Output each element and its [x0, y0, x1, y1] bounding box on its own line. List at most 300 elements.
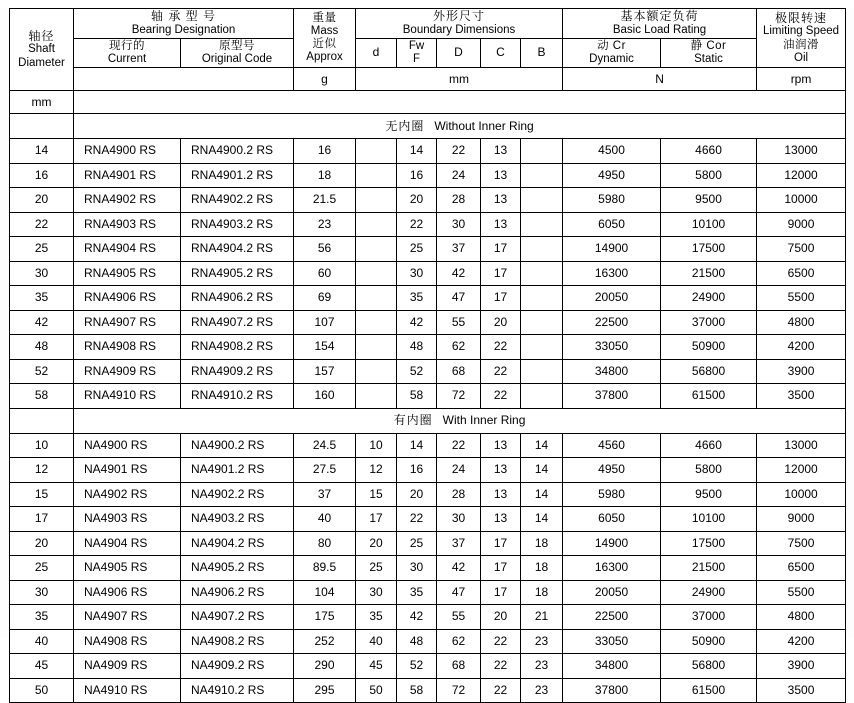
cell-original-code: RNA4903.2 RS — [181, 212, 294, 237]
cell-mass: 69 — [294, 286, 356, 311]
cell-original-code: RNA4909.2 RS — [181, 359, 294, 384]
cell-mass: 18 — [294, 163, 356, 188]
cell-mass: 21.5 — [294, 188, 356, 213]
cell-dim-C: 17 — [481, 531, 521, 556]
table-row — [10, 531, 846, 556]
cell-dim-C: 17 — [481, 286, 521, 311]
cell-dim-d: 15 — [356, 482, 397, 507]
cell-dim-fw: 14 — [397, 433, 437, 458]
cell-dim-B — [521, 384, 563, 409]
section-title — [74, 114, 846, 139]
cell-shaft-diameter: 20 — [10, 188, 74, 213]
header-dynamic-cn: 动 Cr — [597, 40, 626, 53]
cell-dim-B: 23 — [521, 678, 563, 703]
header-mass-en1: Mass — [310, 25, 339, 37]
cell-dim-C: 13 — [481, 433, 521, 458]
cell-dim-d — [356, 163, 397, 188]
cell-dim-B: 14 — [521, 507, 563, 532]
cell-dim-fw: 58 — [397, 384, 437, 409]
cell-limiting-speed: 3500 — [757, 384, 846, 409]
unit-boundary: mm — [356, 68, 563, 91]
table-body — [10, 114, 846, 703]
cell-limiting-speed: 4200 — [757, 335, 846, 360]
cell-current-code: RNA4904 RS — [74, 237, 181, 262]
cell-dim-D: 47 — [437, 286, 481, 311]
table-row — [10, 507, 846, 532]
section-title-en: With Inner Ring — [442, 413, 526, 428]
cell-current-code: RNA4906 RS — [74, 286, 181, 311]
cell-dim-C: 13 — [481, 188, 521, 213]
cell-dim-D: 62 — [437, 629, 481, 654]
header-static — [661, 39, 757, 68]
cell-dim-fw: 25 — [397, 531, 437, 556]
cell-limiting-speed: 4800 — [757, 310, 846, 335]
cell-static-cor: 61500 — [661, 678, 757, 703]
header-original-cn: 原型号 — [219, 40, 255, 53]
cell-static-cor: 9500 — [661, 482, 757, 507]
cell-mass: 295 — [294, 678, 356, 703]
header-shaft-en2: Diameter — [18, 56, 65, 69]
header-dim-fw-line2: F — [413, 53, 421, 66]
cell-static-cor: 9500 — [661, 188, 757, 213]
cell-current-code: NA4907 RS — [74, 605, 181, 630]
cell-dynamic-cr: 6050 — [563, 507, 661, 532]
cell-static-cor: 10100 — [661, 212, 757, 237]
cell-dim-C: 13 — [481, 458, 521, 483]
cell-shaft-diameter: 25 — [10, 556, 74, 581]
cell-dim-C: 22 — [481, 335, 521, 360]
cell-mass: 157 — [294, 359, 356, 384]
header-speed-en: Limiting Speed — [762, 25, 840, 38]
cell-current-code: RNA4905 RS — [74, 261, 181, 286]
cell-dim-B — [521, 261, 563, 286]
cell-shaft-diameter: 40 — [10, 629, 74, 654]
unit-row-blank — [74, 91, 846, 114]
cell-dim-B: 23 — [521, 629, 563, 654]
cell-dim-fw: 30 — [397, 556, 437, 581]
cell-dim-fw: 16 — [397, 458, 437, 483]
cell-shaft-diameter: 16 — [10, 163, 74, 188]
cell-dim-B — [521, 286, 563, 311]
cell-original-code: RNA4904.2 RS — [181, 237, 294, 262]
cell-dynamic-cr: 14900 — [563, 237, 661, 262]
cell-limiting-speed: 3900 — [757, 359, 846, 384]
cell-dynamic-cr: 22500 — [563, 310, 661, 335]
cell-limiting-speed: 6500 — [757, 261, 846, 286]
cell-mass: 107 — [294, 310, 356, 335]
cell-mass: 252 — [294, 629, 356, 654]
cell-original-code: RNA4908.2 RS — [181, 335, 294, 360]
cell-dynamic-cr: 6050 — [563, 212, 661, 237]
header-static-cn: 静 Cor — [690, 40, 727, 53]
table-row — [10, 580, 846, 605]
cell-original-code: RNA4906.2 RS — [181, 286, 294, 311]
cell-dim-d — [356, 286, 397, 311]
cell-dim-d — [356, 139, 397, 164]
table-row — [10, 286, 846, 311]
cell-dim-d — [356, 335, 397, 360]
section-title — [74, 408, 846, 433]
cell-dim-fw: 52 — [397, 359, 437, 384]
unit-load: N — [563, 68, 757, 91]
cell-shaft-diameter: 15 — [10, 482, 74, 507]
cell-shaft-diameter: 52 — [10, 359, 74, 384]
cell-dim-B: 14 — [521, 458, 563, 483]
table-row — [10, 310, 846, 335]
cell-dynamic-cr: 5980 — [563, 188, 661, 213]
cell-shaft-diameter: 42 — [10, 310, 74, 335]
cell-original-code: RNA4900.2 RS — [181, 139, 294, 164]
header-designation-cn: 轴 承 型 号 — [151, 9, 217, 23]
cell-current-code: NA4901 RS — [74, 458, 181, 483]
header-mass-cn: 重量 — [312, 11, 337, 24]
cell-dim-C: 22 — [481, 629, 521, 654]
section-blank-cell — [10, 114, 74, 139]
cell-dynamic-cr: 4950 — [563, 458, 661, 483]
cell-static-cor: 56800 — [661, 359, 757, 384]
cell-mass: 160 — [294, 384, 356, 409]
cell-mass: 16 — [294, 139, 356, 164]
header-mass-cn2: 近似 — [312, 38, 337, 51]
bearing-spec-sheet — [0, 8, 854, 697]
cell-static-cor: 5800 — [661, 163, 757, 188]
cell-dim-d: 12 — [356, 458, 397, 483]
cell-dynamic-cr: 4950 — [563, 163, 661, 188]
cell-original-code: NA4907.2 RS — [181, 605, 294, 630]
cell-dynamic-cr: 33050 — [563, 335, 661, 360]
cell-limiting-speed: 9000 — [757, 212, 846, 237]
cell-dim-B: 23 — [521, 654, 563, 679]
cell-static-cor: 24900 — [661, 580, 757, 605]
cell-dim-B: 18 — [521, 531, 563, 556]
cell-dim-D: 30 — [437, 212, 481, 237]
cell-dim-B: 18 — [521, 580, 563, 605]
header-designation-en: Bearing Designation — [131, 23, 236, 36]
cell-mass: 40 — [294, 507, 356, 532]
cell-current-code: RNA4907 RS — [74, 310, 181, 335]
header-dim-fw — [397, 39, 437, 68]
cell-mass: 80 — [294, 531, 356, 556]
section-title-row — [10, 114, 846, 139]
cell-original-code: NA4909.2 RS — [181, 654, 294, 679]
header-original-en: Original Code — [201, 53, 273, 66]
cell-dim-D: 24 — [437, 458, 481, 483]
cell-dim-d: 30 — [356, 580, 397, 605]
cell-dim-D: 42 — [437, 556, 481, 581]
cell-mass: 56 — [294, 237, 356, 262]
cell-dim-D: 42 — [437, 261, 481, 286]
header-boundary-en: Boundary Dimensions — [402, 23, 516, 36]
cell-dim-fw: 42 — [397, 310, 437, 335]
cell-static-cor: 5800 — [661, 458, 757, 483]
header-row-2 — [10, 39, 846, 68]
cell-limiting-speed: 6500 — [757, 556, 846, 581]
cell-dim-fw: 20 — [397, 482, 437, 507]
cell-dim-d: 17 — [356, 507, 397, 532]
cell-dim-fw: 42 — [397, 605, 437, 630]
cell-dim-D: 55 — [437, 310, 481, 335]
header-speed-cn: 极限转速 — [775, 10, 828, 25]
cell-shaft-diameter: 17 — [10, 507, 74, 532]
cell-dim-B: 14 — [521, 482, 563, 507]
table-row — [10, 458, 846, 483]
unit-shaft: mm — [10, 91, 74, 114]
cell-static-cor: 37000 — [661, 310, 757, 335]
cell-shaft-diameter: 30 — [10, 261, 74, 286]
header-dynamic — [563, 39, 661, 68]
cell-dim-B — [521, 139, 563, 164]
header-current-en: Current — [107, 53, 147, 66]
cell-dim-D: 37 — [437, 237, 481, 262]
cell-limiting-speed: 5500 — [757, 580, 846, 605]
header-dim-C: C — [481, 39, 521, 68]
cell-limiting-speed: 13000 — [757, 139, 846, 164]
cell-dim-fw: 35 — [397, 286, 437, 311]
cell-dim-C: 17 — [481, 237, 521, 262]
cell-static-cor: 10100 — [661, 507, 757, 532]
table-row — [10, 605, 846, 630]
cell-dim-D: 30 — [437, 507, 481, 532]
cell-shaft-diameter: 12 — [10, 458, 74, 483]
unit-mass: g — [294, 68, 356, 91]
cell-dim-D: 72 — [437, 678, 481, 703]
cell-mass: 290 — [294, 654, 356, 679]
header-load-en: Basic Load Rating — [612, 23, 707, 36]
section-title-row — [10, 408, 846, 433]
cell-limiting-speed: 10000 — [757, 188, 846, 213]
cell-dim-d: 25 — [356, 556, 397, 581]
cell-dim-D: 47 — [437, 580, 481, 605]
cell-shaft-diameter: 30 — [10, 580, 74, 605]
cell-mass: 27.5 — [294, 458, 356, 483]
cell-dim-d: 45 — [356, 654, 397, 679]
cell-dim-C: 13 — [481, 482, 521, 507]
cell-dim-C: 13 — [481, 507, 521, 532]
cell-dim-d: 20 — [356, 531, 397, 556]
cell-dim-d — [356, 237, 397, 262]
cell-dynamic-cr: 34800 — [563, 654, 661, 679]
cell-dim-B — [521, 310, 563, 335]
cell-shaft-diameter: 22 — [10, 212, 74, 237]
cell-dim-D: 62 — [437, 335, 481, 360]
unit-speed: rpm — [757, 68, 846, 91]
cell-shaft-diameter: 58 — [10, 384, 74, 409]
cell-dim-C: 22 — [481, 654, 521, 679]
cell-dynamic-cr: 37800 — [563, 678, 661, 703]
cell-dim-C: 22 — [481, 359, 521, 384]
cell-dynamic-cr: 5980 — [563, 482, 661, 507]
cell-dim-d — [356, 359, 397, 384]
cell-dim-fw: 48 — [397, 335, 437, 360]
cell-shaft-diameter: 10 — [10, 433, 74, 458]
cell-current-code: NA4900 RS — [74, 433, 181, 458]
table-row — [10, 359, 846, 384]
cell-original-code: RNA4902.2 RS — [181, 188, 294, 213]
cell-dim-B — [521, 212, 563, 237]
cell-current-code: NA4905 RS — [74, 556, 181, 581]
cell-dim-d — [356, 188, 397, 213]
header-load-cn: 基本额定负荷 — [620, 9, 699, 23]
cell-shaft-diameter: 25 — [10, 237, 74, 262]
cell-dim-D: 37 — [437, 531, 481, 556]
cell-dim-fw: 25 — [397, 237, 437, 262]
cell-current-code: RNA4900 RS — [74, 139, 181, 164]
cell-shaft-diameter: 20 — [10, 531, 74, 556]
cell-dim-C: 17 — [481, 261, 521, 286]
table-header — [10, 9, 846, 114]
header-current-code — [74, 39, 181, 68]
cell-dim-fw: 58 — [397, 678, 437, 703]
cell-dynamic-cr: 14900 — [563, 531, 661, 556]
cell-dim-B — [521, 359, 563, 384]
cell-dim-fw: 22 — [397, 212, 437, 237]
cell-original-code: RNA4910.2 RS — [181, 384, 294, 409]
cell-current-code: RNA4903 RS — [74, 212, 181, 237]
header-row-1 — [10, 9, 846, 39]
cell-dim-B: 14 — [521, 433, 563, 458]
cell-dim-fw: 22 — [397, 507, 437, 532]
cell-dim-fw: 20 — [397, 188, 437, 213]
cell-dim-C: 22 — [481, 384, 521, 409]
cell-shaft-diameter: 14 — [10, 139, 74, 164]
header-dim-d: d — [356, 39, 397, 68]
cell-dim-fw: 48 — [397, 629, 437, 654]
cell-original-code: RNA4905.2 RS — [181, 261, 294, 286]
cell-dim-d: 40 — [356, 629, 397, 654]
cell-dynamic-cr: 4500 — [563, 139, 661, 164]
header-current-cn: 现行的 — [109, 40, 145, 53]
cell-shaft-diameter: 45 — [10, 654, 74, 679]
header-dim-D: D — [437, 39, 481, 68]
section-blank-cell — [10, 408, 74, 433]
cell-limiting-speed: 12000 — [757, 163, 846, 188]
cell-limiting-speed: 7500 — [757, 237, 846, 262]
cell-original-code: NA4908.2 RS — [181, 629, 294, 654]
header-shaft-diameter — [10, 9, 74, 91]
cell-current-code: RNA4908 RS — [74, 335, 181, 360]
cell-dim-D: 68 — [437, 359, 481, 384]
cell-limiting-speed: 12000 — [757, 458, 846, 483]
cell-dim-D: 28 — [437, 188, 481, 213]
cell-dim-C: 13 — [481, 212, 521, 237]
table-row — [10, 188, 846, 213]
cell-dynamic-cr: 34800 — [563, 359, 661, 384]
header-dim-fw-line1: Fw — [408, 40, 425, 53]
cell-static-cor: 4660 — [661, 433, 757, 458]
table-row — [10, 163, 846, 188]
cell-dim-fw: 52 — [397, 654, 437, 679]
cell-static-cor: 17500 — [661, 531, 757, 556]
cell-dynamic-cr: 37800 — [563, 384, 661, 409]
section-title-cn: 有内圈 — [393, 413, 433, 428]
cell-dim-C: 20 — [481, 310, 521, 335]
cell-static-cor: 21500 — [661, 261, 757, 286]
cell-dim-D: 24 — [437, 163, 481, 188]
cell-mass: 37 — [294, 482, 356, 507]
cell-shaft-diameter: 50 — [10, 678, 74, 703]
cell-limiting-speed: 4800 — [757, 605, 846, 630]
header-row-shaft-unit — [10, 91, 846, 114]
cell-shaft-diameter: 35 — [10, 286, 74, 311]
cell-static-cor: 61500 — [661, 384, 757, 409]
cell-dim-C: 22 — [481, 678, 521, 703]
header-row-units — [10, 68, 846, 91]
cell-mass: 24.5 — [294, 433, 356, 458]
header-shaft-cn: 轴径 — [28, 28, 55, 43]
cell-shaft-diameter: 35 — [10, 605, 74, 630]
cell-static-cor: 4660 — [661, 139, 757, 164]
cell-dynamic-cr: 16300 — [563, 556, 661, 581]
cell-original-code: NA4900.2 RS — [181, 433, 294, 458]
table-row — [10, 678, 846, 703]
cell-mass: 175 — [294, 605, 356, 630]
bearing-table — [9, 8, 846, 703]
header-boundary-cn: 外形尺寸 — [433, 9, 486, 23]
header-bearing-designation — [74, 9, 294, 39]
cell-dim-B — [521, 237, 563, 262]
cell-current-code: NA4910 RS — [74, 678, 181, 703]
cell-current-code: NA4908 RS — [74, 629, 181, 654]
table-row — [10, 654, 846, 679]
cell-mass: 154 — [294, 335, 356, 360]
cell-dynamic-cr: 33050 — [563, 629, 661, 654]
cell-dim-C: 20 — [481, 605, 521, 630]
cell-original-code: NA4905.2 RS — [181, 556, 294, 581]
header-dim-B: B — [521, 39, 563, 68]
cell-dim-D: 22 — [437, 433, 481, 458]
cell-current-code: NA4904 RS — [74, 531, 181, 556]
header-speed-en2: Oil — [794, 51, 809, 64]
table-row — [10, 629, 846, 654]
cell-dim-d: 50 — [356, 678, 397, 703]
cell-dim-B: 21 — [521, 605, 563, 630]
section-title-cn: 无内圈 — [385, 118, 425, 133]
cell-limiting-speed: 4200 — [757, 629, 846, 654]
cell-limiting-speed: 13000 — [757, 433, 846, 458]
header-static-en: Static — [694, 53, 723, 66]
cell-dim-D: 55 — [437, 605, 481, 630]
header-shaft-en1: Shaft — [28, 43, 55, 56]
cell-limiting-speed: 3900 — [757, 654, 846, 679]
cell-dynamic-cr: 16300 — [563, 261, 661, 286]
cell-dynamic-cr: 22500 — [563, 605, 661, 630]
cell-original-code: RNA4907.2 RS — [181, 310, 294, 335]
cell-current-code: NA4902 RS — [74, 482, 181, 507]
cell-mass: 104 — [294, 580, 356, 605]
cell-dim-C: 13 — [481, 139, 521, 164]
cell-static-cor: 56800 — [661, 654, 757, 679]
cell-dim-fw: 30 — [397, 261, 437, 286]
cell-shaft-diameter: 48 — [10, 335, 74, 360]
cell-dim-fw: 14 — [397, 139, 437, 164]
cell-original-code: RNA4901.2 RS — [181, 163, 294, 188]
cell-dim-C: 13 — [481, 163, 521, 188]
cell-dim-B — [521, 188, 563, 213]
cell-dim-d — [356, 384, 397, 409]
cell-dim-D: 68 — [437, 654, 481, 679]
cell-limiting-speed: 5500 — [757, 286, 846, 311]
cell-dim-fw: 16 — [397, 163, 437, 188]
section-title-en: Without Inner Ring — [434, 118, 534, 133]
table-row — [10, 482, 846, 507]
cell-static-cor: 21500 — [661, 556, 757, 581]
cell-dim-B: 18 — [521, 556, 563, 581]
cell-dim-d: 10 — [356, 433, 397, 458]
table-row — [10, 261, 846, 286]
cell-dim-d — [356, 310, 397, 335]
header-speed-cn2: 油润滑 — [783, 38, 820, 51]
cell-original-code: NA4901.2 RS — [181, 458, 294, 483]
